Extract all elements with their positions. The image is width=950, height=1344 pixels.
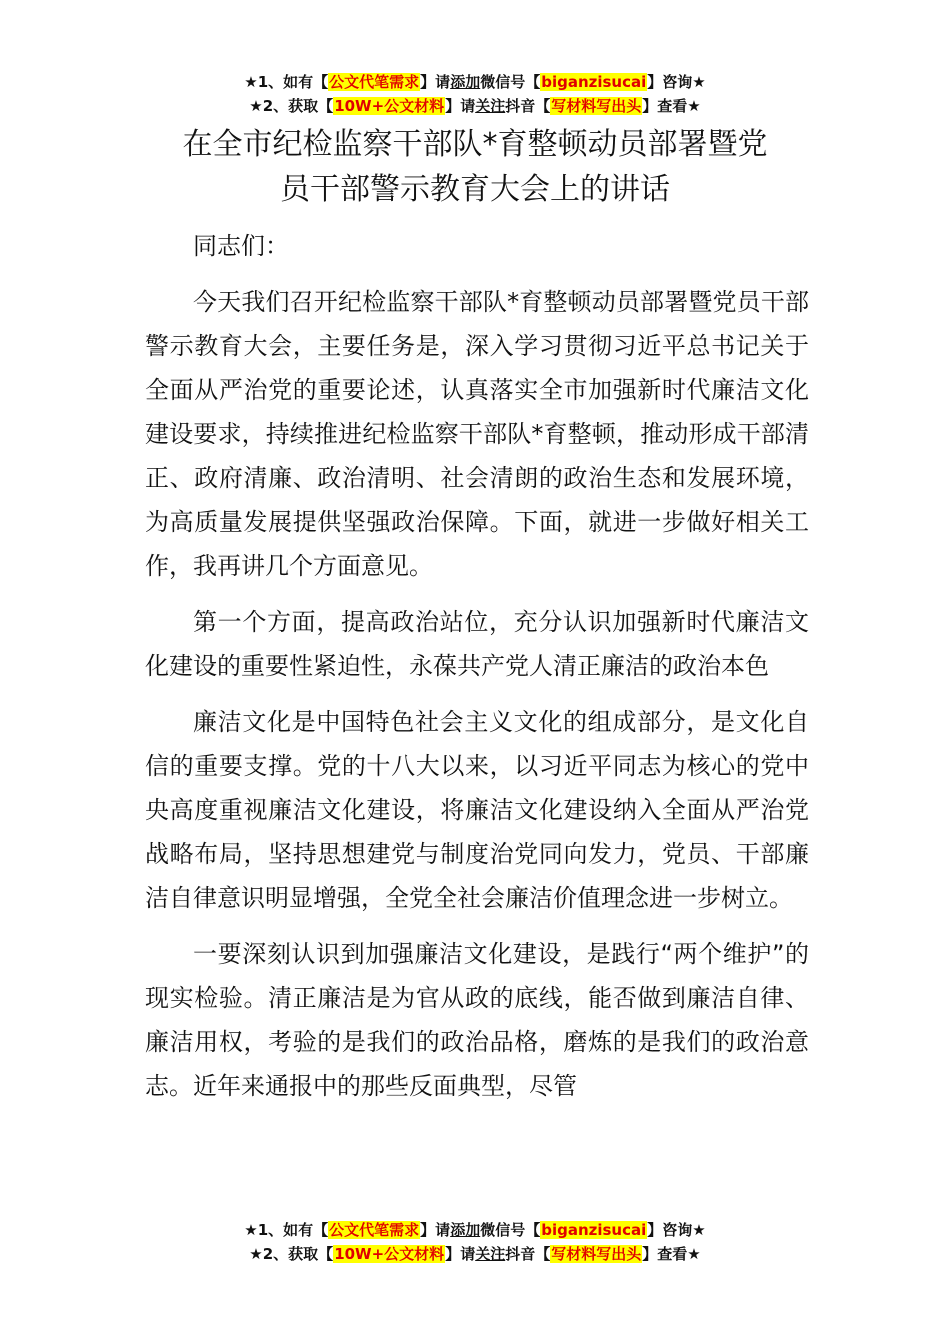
banner-highlight: 10W+公文材料 xyxy=(334,1245,445,1263)
banner-highlight: 写材料写出头 xyxy=(551,1245,642,1263)
header-banner xyxy=(0,70,950,118)
banner-line-2: ★2、获取【10W+公文材料】请关注抖音【写材料写出头】查看★ xyxy=(249,1245,701,1263)
banner-highlight: biganzisucai xyxy=(541,1221,647,1239)
banner-highlight: 10W+公文材料 xyxy=(334,97,445,115)
footer-banner xyxy=(0,1218,950,1266)
body-paragraph: 第一个方面，提高政治站位，充分认识加强新时代廉洁文化建设的重要性紧迫性，永葆共产党人清正廉洁的政治本色 xyxy=(145,608,809,680)
banner-line-2: ★2、获取【10W+公文材料】请关注抖音【写材料写出头】查看★ xyxy=(249,97,701,115)
banner-highlight: biganzisucai xyxy=(541,73,647,91)
banner-line-1: ★1、如有【公文代笔需求】请添加微信号【biganzisucai】咨询★ xyxy=(244,73,706,91)
banner-highlight: 写材料写出头 xyxy=(551,97,642,115)
banner-line-1: ★1、如有【公文代笔需求】请添加微信号【biganzisucai】咨询★ xyxy=(244,1221,706,1239)
document-title xyxy=(0,122,950,212)
greeting-paragraph: 同志们： xyxy=(193,232,289,260)
title-line-1: 在全市纪检监察干部队*育整顿动员部署暨党 xyxy=(182,127,768,162)
body-paragraph: 今天我们召开纪检监察干部队*育整顿动员部署暨党员干部警示教育大会，主要任务是，深入学习贯彻习近平总书记关于全面从严治党的重要论述，认真落实全市加强新时代廉洁文化建设要求，持续推进纪检监察干部队*育整顿，推动形成干部清正、政府清廉、政治清明、社会清朗的政治生态和发展环境，为高质量发展提供坚强政治保障。下面，就进一步做好相关工作，我再讲几个方面意见。 xyxy=(145,288,809,580)
banner-highlight: 公文代笔需求 xyxy=(329,73,420,91)
document-body xyxy=(145,224,809,1120)
title-line-2: 员干部警示教育大会上的讲话 xyxy=(280,172,670,207)
body-paragraph: 一要深刻认识到加强廉洁文化建设，是践行“两个维护”的现实检验。清正廉洁是为官从政的底线，能否做到廉洁自律、廉洁用权，考验的是我们的政治品格，磨炼的是我们的政治意志。近年来通报中的那些反面典型，尽管 xyxy=(145,940,809,1100)
banner-highlight: 公文代笔需求 xyxy=(329,1221,420,1239)
body-paragraph: 廉洁文化是中国特色社会主义文化的组成部分，是文化自信的重要支撑。党的十八大以来，以习近平同志为核心的党中央高度重视廉洁文化建设，将廉洁文化建设纳入全面从严治党战略布局，坚持思想建党与制度治党同向发力，党员、干部廉洁自律意识明显增强，全党全社会廉洁价值理念进一步树立。 xyxy=(145,708,809,912)
